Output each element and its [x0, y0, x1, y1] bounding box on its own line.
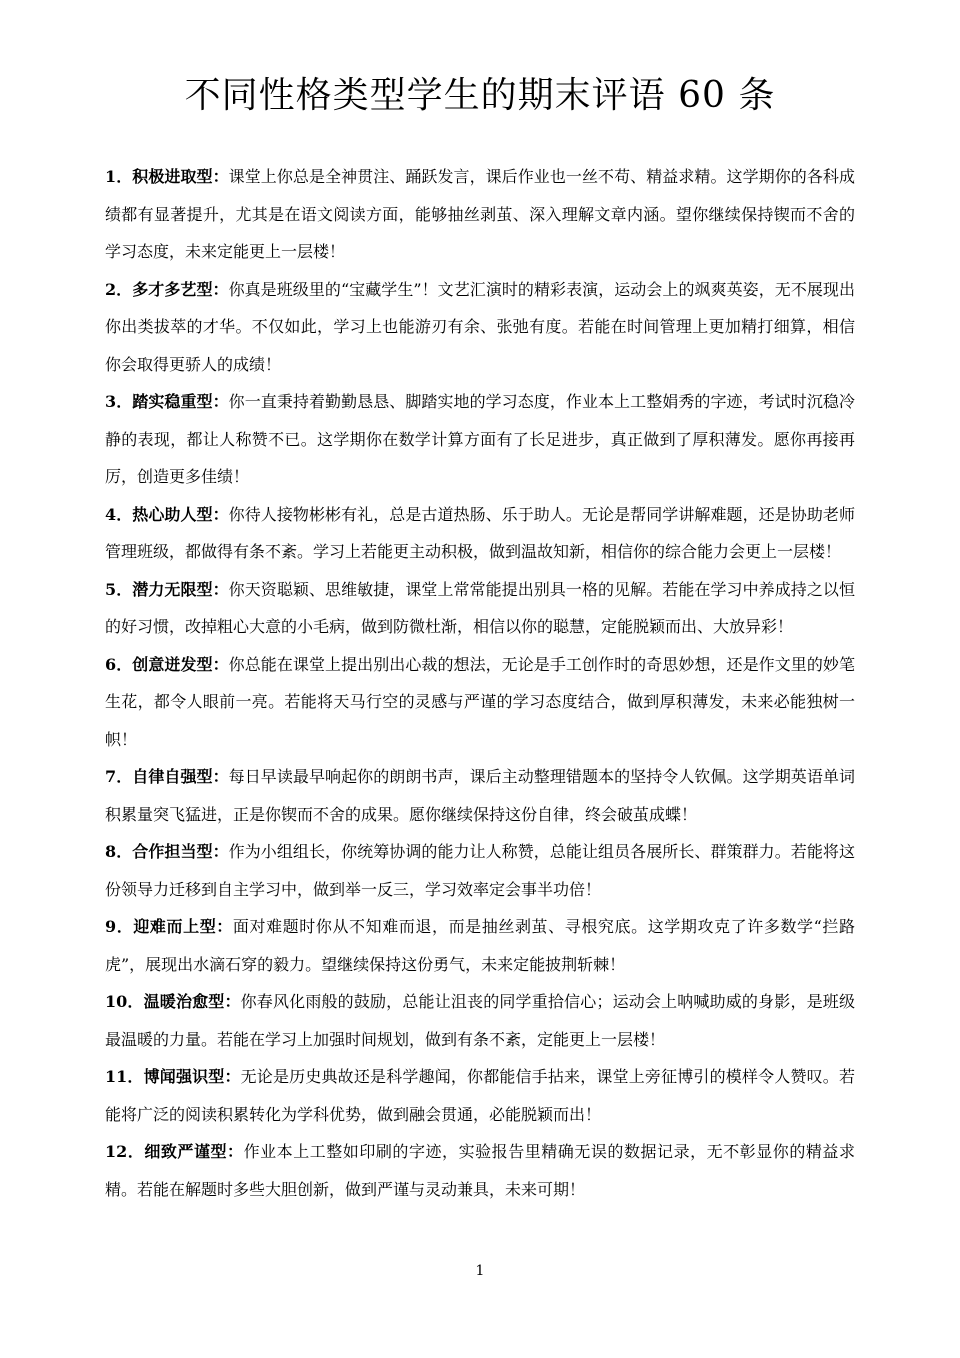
item-text: 你待人接物彬彬有礼，总是古道热肠、乐于助人。无论是帮同学讲解难题，还是协助老师管理班级，都做得有条不紊。学习上若能更主动积极，做到温故知新，相信你的综合能力会更上一层楼！ — [105, 504, 855, 561]
item-number: 2． — [105, 279, 133, 299]
comment-item — [105, 571, 855, 646]
item-text: 你天资聪颖、思维敏捷，课堂上常常能提出别具一格的见解。若能在学习中养成持之以恒的好习惯，改掉粗心大意的小毛病，做到防微杜渐，相信以你的聪慧，定能脱颖而出、大放异彩！ — [105, 579, 855, 636]
comment-item — [105, 758, 855, 833]
item-number: 12． — [105, 1142, 145, 1161]
document-title: 不同性格类型学生的期末评语 60 条 — [184, 75, 776, 116]
comment-item — [105, 383, 855, 496]
item-number: 7． — [105, 767, 133, 786]
item-label: 积极进取型： — [132, 167, 229, 186]
item-text: 你真是班级里的“宝藏学生”！文艺汇演时的精彩表演，运动会上的飒爽英姿，无不展现出你出类拔萃的才华。不仅如此，学习上也能游刃有余、张弛有度。若能在时间管理上更加精打细算，相信你会取得更骄人的成绩！ — [105, 279, 855, 374]
item-text: 面对难题时你从不知难而退，而是抽丝剥茧、寻根究底。这学期攻克了许多数学“拦路虎”，展现出水滴石穿的毅力。望继续保持这份勇气，未来定能披荆斩棘！ — [105, 917, 855, 974]
item-number: 10． — [105, 992, 144, 1011]
comment-item — [105, 496, 855, 571]
item-number: 3． — [105, 392, 133, 411]
item-number: 1． — [105, 167, 133, 186]
comment-item — [105, 158, 855, 271]
item-label: 温暖治愈型： — [143, 992, 241, 1011]
item-text: 你总能在课堂上提出别出心裁的想法，无论是手工创作时的奇思妙想，还是作文里的妙笔生花，都令人眼前一亮。若能将天马行空的灵感与严谨的学习态度结合，做到厚积薄发，未来必能独树一帜！ — [105, 654, 855, 749]
item-label: 创意迸发型： — [132, 654, 229, 674]
item-label: 自律自强型： — [132, 767, 229, 786]
comment-item — [105, 646, 855, 759]
item-label: 多才多艺型： — [132, 279, 229, 299]
item-text: 无论是历史典故还是科学趣闻，你都能信手拈来，课堂上旁征博引的模样令人赞叹。若能将广泛的阅读积累转化为学科优势，做到融会贯通，必能脱颖而出！ — [105, 1067, 855, 1124]
item-label: 细致严谨型： — [144, 1142, 244, 1161]
comment-list — [105, 158, 855, 1208]
item-label: 踏实稳重型： — [132, 392, 229, 411]
comment-item — [105, 833, 855, 908]
item-number: 5． — [105, 579, 133, 599]
comment-item — [105, 271, 855, 384]
item-text: 你春风化雨般的鼓励，总能让沮丧的同学重拾信心；运动会上呐喊助威的身影，是班级最温暖的力量。若能在学习上加强时间规划，做到有条不紊，定能更上一层楼！ — [105, 992, 855, 1049]
item-number: 11． — [105, 1067, 144, 1086]
item-label: 合作担当型： — [132, 842, 229, 861]
item-label: 热心助人型： — [132, 504, 229, 524]
item-number: 8． — [105, 842, 133, 861]
item-text: 每日早读最早响起你的朗朗书声，课后主动整理错题本的坚持令人钦佩。这学期英语单词积累量突飞猛进，正是你锲而不舍的成果。愿你继续保持这份自律，终会破茧成蝶！ — [105, 767, 855, 824]
item-text: 作业本上工整如印刷的字迹，实验报告里精确无误的数据记录，无不彰显你的精益求精。若能在解题时多些大胆创新，做到严谨与灵动兼具，未来可期！ — [105, 1142, 855, 1199]
item-label: 潜力无限型： — [132, 579, 229, 599]
item-number: 6． — [105, 654, 133, 674]
item-label: 迎难而上型： — [133, 917, 233, 936]
item-text: 你一直秉持着勤勤恳恳、脚踏实地的学习态度，作业本上工整娟秀的字迹，考试时沉稳冷静的表现，都让人称赞不已。这学期你在数学计算方面有了长足进步，真正做到了厚积薄发。愿你再接再厉，创造更多佳绩！ — [105, 392, 855, 486]
comment-item — [105, 1133, 855, 1208]
item-text: 作为小组组长，你统筹协调的能力让人称赞，总能让组员各展所长、群策群力。若能将这份领导力迁移到自主学习中，做到举一反三，学习效率定会事半功倍！ — [105, 842, 855, 899]
item-number: 9． — [105, 917, 134, 936]
comment-item — [105, 983, 855, 1058]
comment-item — [105, 1058, 855, 1133]
item-label: 博闻强识型： — [143, 1067, 241, 1086]
page-number: 1 — [475, 1263, 485, 1279]
comment-item — [105, 908, 855, 983]
item-text: 课堂上你总是全神贯注、踊跃发言，课后作业也一丝不苟、精益求精。这学期你的各科成绩都有显著提升，尤其是在语文阅读方面，能够抽丝剥茧、深入理解文章内涵。望你继续保持锲而不舍的学习态度，未来定能更上一层楼！ — [105, 167, 855, 261]
item-number: 4． — [105, 504, 133, 524]
